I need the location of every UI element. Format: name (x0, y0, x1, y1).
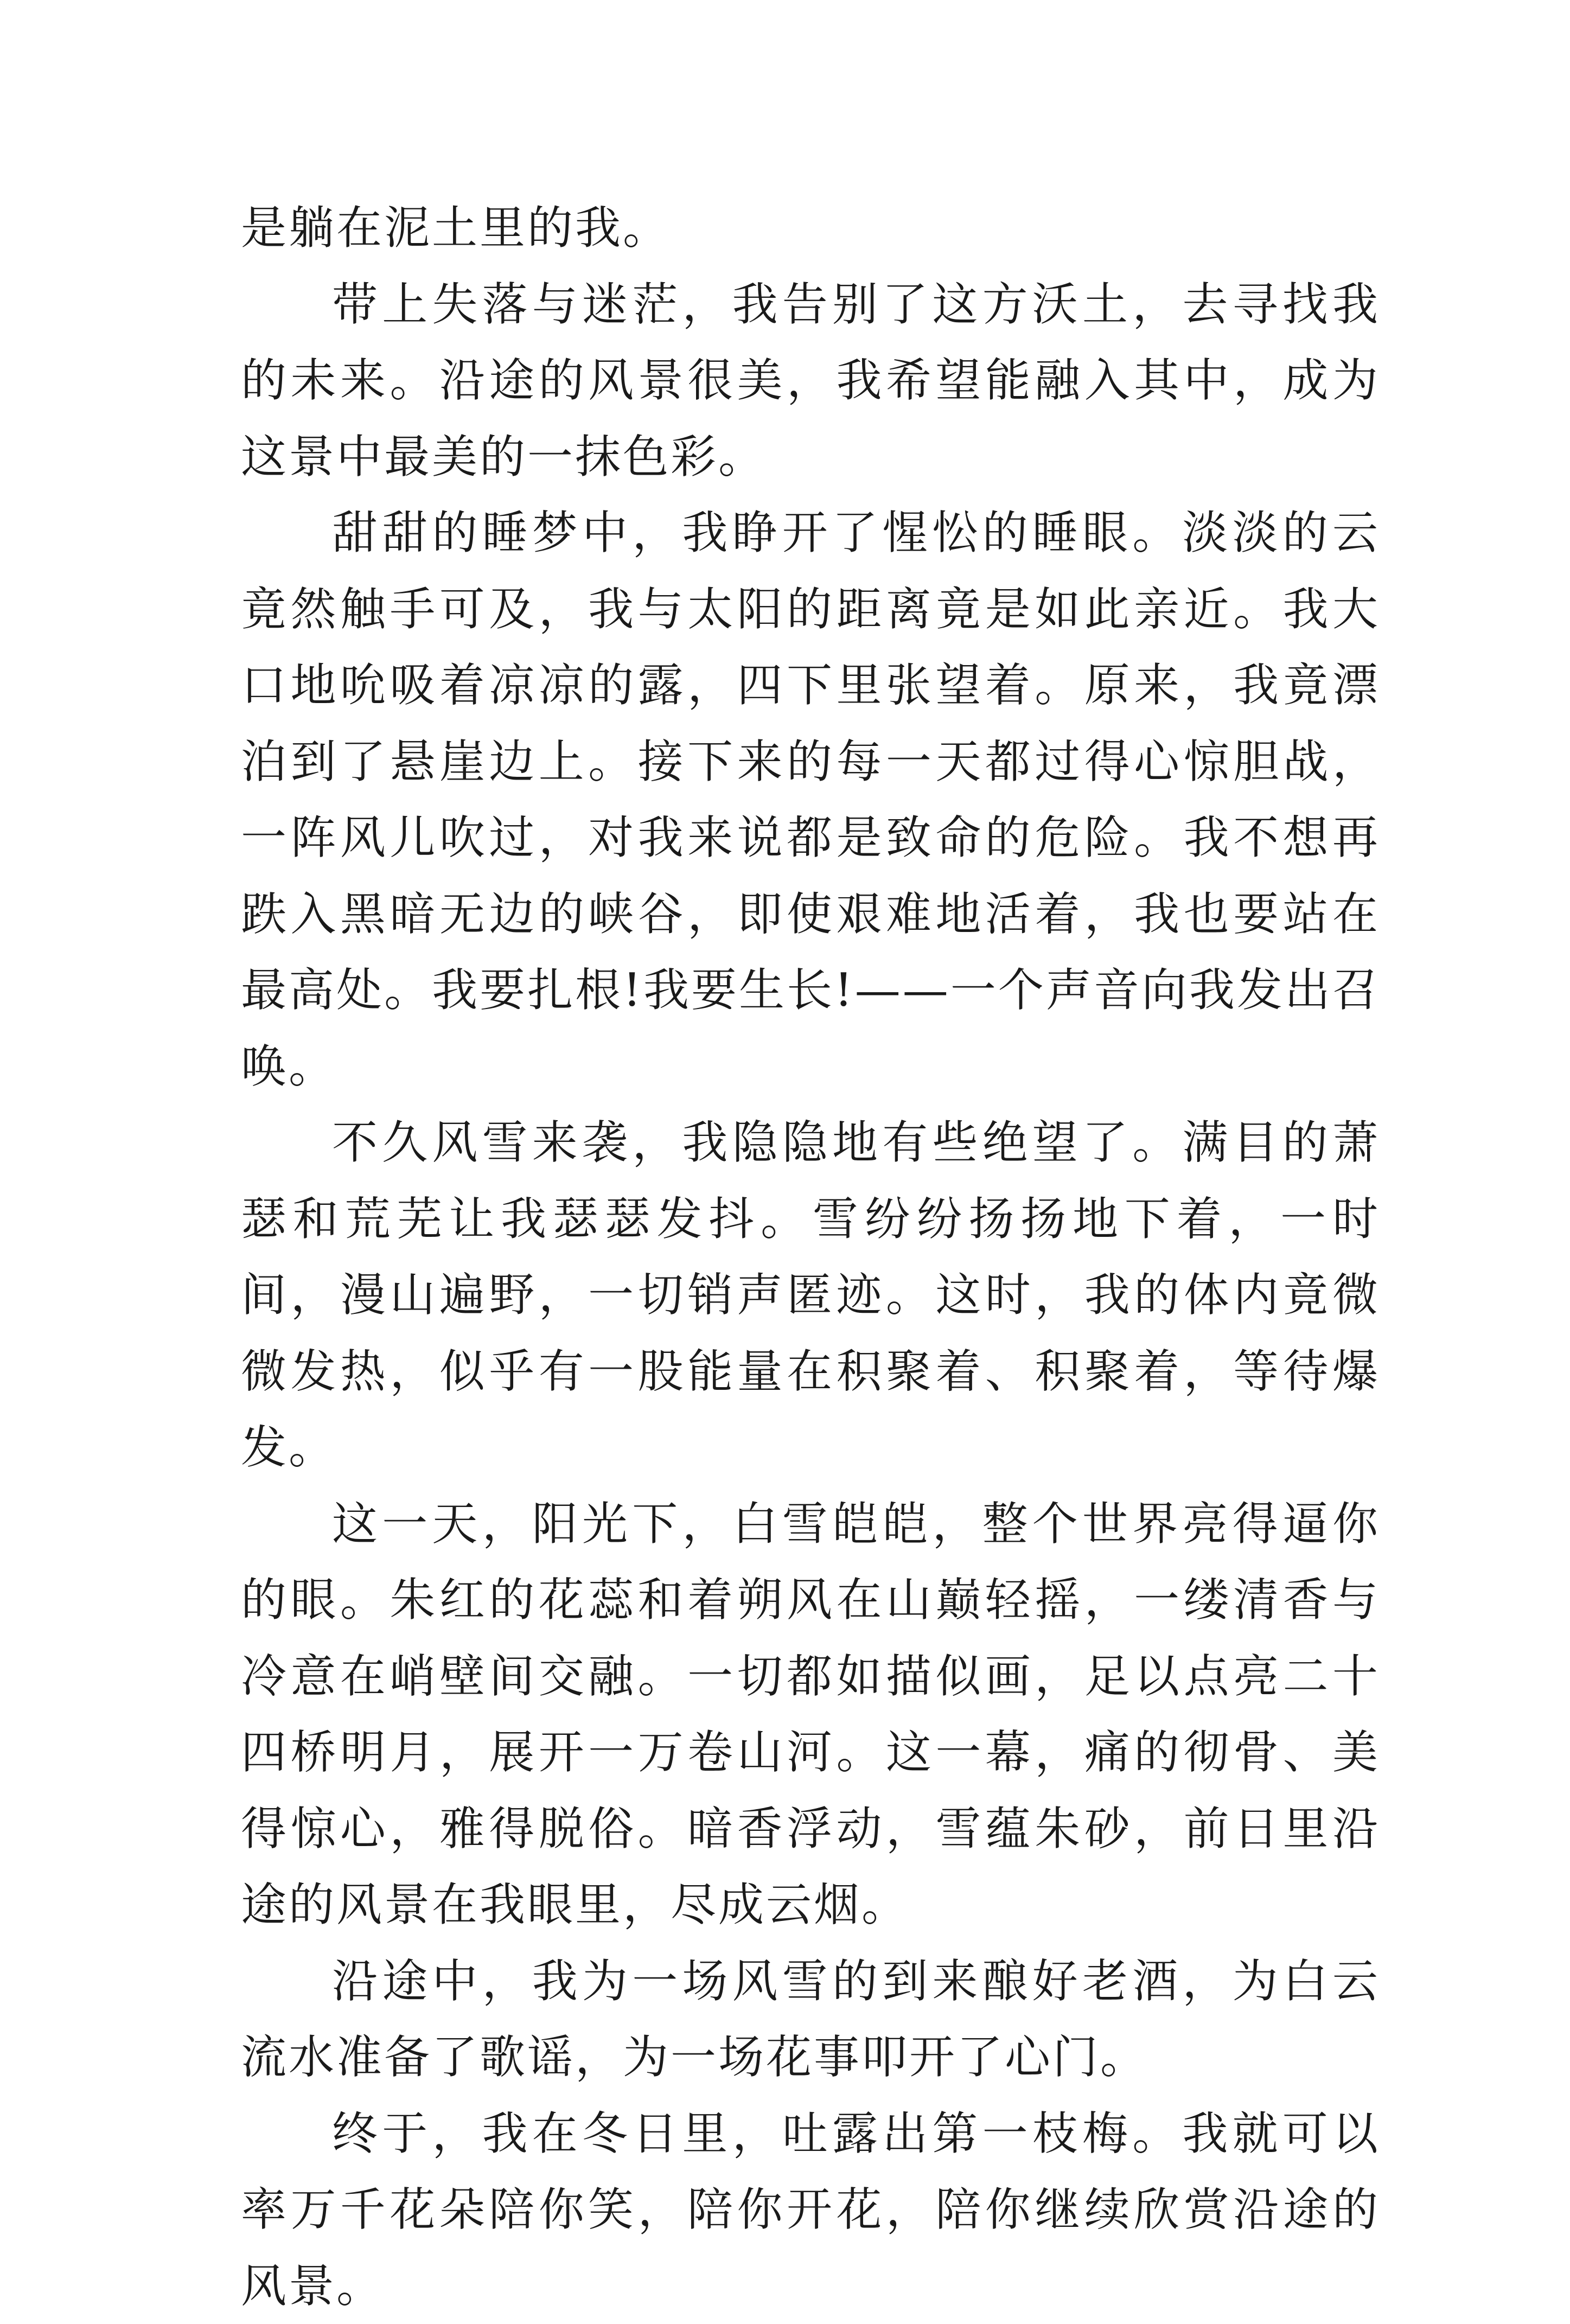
paragraph: 甜甜的睡梦中，我睁开了惺忪的睡眼。淡淡的云竟然触手可及，我与太阳的距离竟是如此亲近。我大口地吮吸着凉凉的露，四下里张望着。原来，我竟漂泊到了悬崖边上。接下来的每一天都过得心惊胆战，一阵风儿吹过，对我来说都是致命的危险。我不想再跌入黑暗无边的峡谷，即使艰难地活着，我也要站在最高处。我要扎根!我要生长!——一个声音向我发出召唤。 (241, 495, 1380, 1104)
paragraph: 终于，我在冬日里，吐露出第一枝梅。我就可以率万千花朵陪你笑，陪你开花，陪你继续欣赏沿途的风景。 (241, 2096, 1380, 2324)
paragraph: 沿途中，我为一场风雪的到来酿好老酒，为白云流水准备了歌谣，为一场花事叩开了心门。 (241, 1943, 1380, 2096)
paragraph-continuation: 是躺在泥土里的我。 (241, 190, 1380, 266)
paragraph: 这一天，阳光下，白雪皑皑，整个世界亮得逼你的眼。朱红的花蕊和着朔风在山巅轻摇，一缕清香与冷意在峭壁间交融。一切都如描似画，足以点亮二十四桥明月，展开一万卷山河。这一幕，痛的彻骨、美得惊心，雅得脱俗。暗香浮动，雪蕴朱砂，前日里沿途的风景在我眼里，尽成云烟。 (241, 1486, 1380, 1943)
paragraph: 带上失落与迷茫，我告别了这方沃土，去寻找我的未来。沿途的风景很美，我希望能融入其中，成为这景中最美的一抹色彩。 (241, 266, 1380, 495)
paragraph: 不久风雪来袭，我隐隐地有些绝望了。满目的萧瑟和荒芜让我瑟瑟发抖。雪纷纷扬扬地下着，一时间，漫山遍野，一切销声匿迹。这时，我的体内竟微微发热，似乎有一股能量在积聚着、积聚着，等待爆发。 (241, 1104, 1380, 1486)
document-body (241, 190, 1380, 2324)
